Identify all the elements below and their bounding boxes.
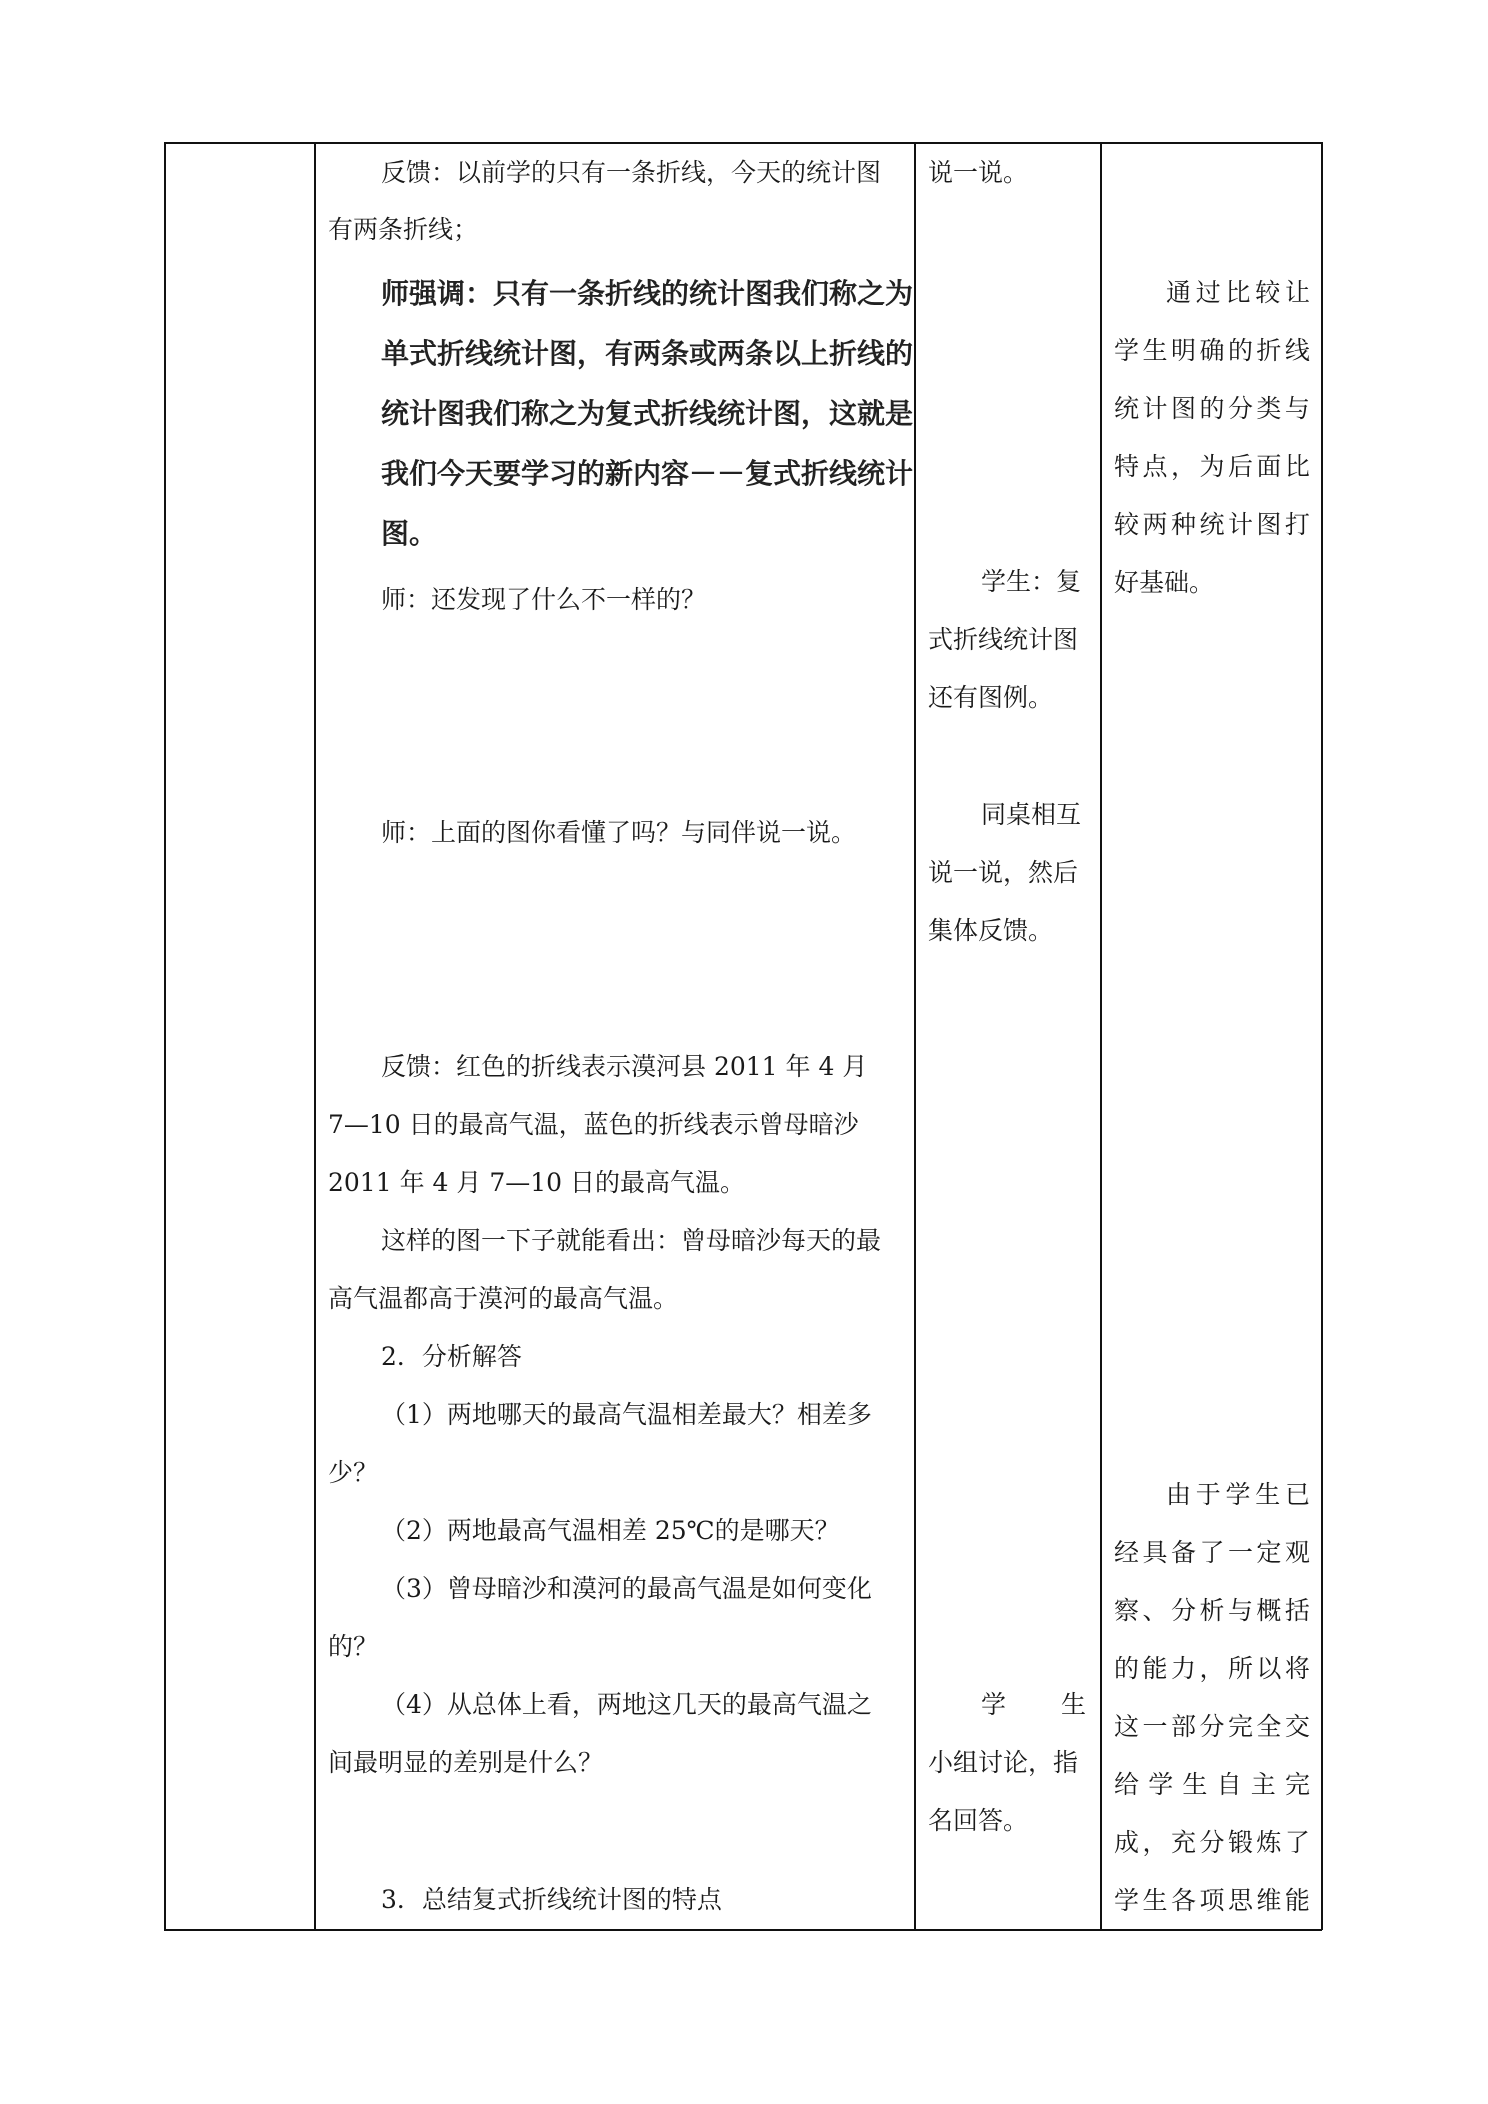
column-divider-1 bbox=[314, 142, 316, 1930]
emphasis-line-1: 师强调：只有一条折线的统计图我们称之为 bbox=[381, 277, 914, 310]
intent-2-line-5: 这 一 部 分 完 全 交 bbox=[1114, 1712, 1310, 1741]
feedback-line-2: 有两条折线； bbox=[328, 215, 479, 244]
intent-2-line-7: 成 ， 充 分 锻 炼 了 bbox=[1114, 1828, 1310, 1857]
table-bottom-border bbox=[164, 1929, 1322, 1931]
observation-line-1: 这样的图一下子就能看出：曾母暗沙每天的最 bbox=[381, 1226, 882, 1255]
student-say: 说一说。 bbox=[928, 158, 1029, 187]
question-3-line-1: （3）曾母暗沙和漠河的最高气温是如何变化 bbox=[381, 1574, 872, 1603]
emphasis-line-3: 统计图我们称之为复式折线统计图，这就是 bbox=[381, 397, 914, 430]
group-discussion-line-2: 小组讨论，指 bbox=[928, 1748, 1079, 1777]
question-3-line-2: 的？ bbox=[328, 1632, 379, 1661]
teacher-question-different: 师：还发现了什么不一样的？ bbox=[381, 585, 707, 614]
intent-2-line-4: 的 能 力 ， 所 以 将 bbox=[1114, 1654, 1310, 1683]
emphasis-line-4: 我们今天要学习的新内容－－复式折线统计 bbox=[381, 457, 914, 490]
intent-1-line-5: 较 两 种 统 计 图 打 bbox=[1114, 510, 1310, 539]
student-answer-line-3: 还有图例。 bbox=[928, 683, 1054, 712]
section-2-heading: 2．分析解答 bbox=[381, 1342, 522, 1371]
student-answer-line-1: 学生：复 bbox=[981, 567, 1082, 596]
group-discussion-line-3: 名回答。 bbox=[928, 1806, 1029, 1835]
intent-1-line-4: 特 点 ， 为 后 面 比 bbox=[1114, 452, 1310, 481]
question-2: （2）两地最高气温相差 25℃的是哪天？ bbox=[381, 1516, 840, 1545]
column-divider-2 bbox=[914, 142, 916, 1930]
deskmate-line-1: 同桌相互 bbox=[981, 800, 1082, 829]
intent-1-line-6: 好基础。 bbox=[1114, 568, 1215, 597]
table-border-left bbox=[164, 142, 166, 1930]
group-discussion-line-1: 学 生 bbox=[981, 1690, 1086, 1719]
emphasis-line-2: 单式折线统计图，有两条或两条以上折线的 bbox=[381, 337, 914, 370]
feedback-2-line-3: 2011 年 4 月 7—10 日的最高气温。 bbox=[328, 1168, 745, 1197]
intent-2-line-1: 由 于 学 生 已 bbox=[1166, 1480, 1310, 1509]
question-1-line-2: 少？ bbox=[328, 1458, 379, 1487]
feedback-2-line-1: 反馈：红色的折线表示漠河县 2011 年 4 月 bbox=[381, 1052, 868, 1081]
intent-2-line-6: 给 学 生 自 主 完 bbox=[1114, 1770, 1310, 1799]
deskmate-line-2: 说一说，然后 bbox=[928, 858, 1079, 887]
table-border-right bbox=[1321, 142, 1323, 1930]
feedback-2-line-2: 7—10 日的最高气温，蓝色的折线表示曾母暗沙 bbox=[328, 1110, 859, 1139]
deskmate-line-3: 集体反馈。 bbox=[928, 916, 1054, 945]
feedback-line-1: 反馈：以前学的只有一条折线，今天的统计图 bbox=[381, 158, 882, 187]
emphasis-line-5: 图。 bbox=[381, 517, 438, 550]
intent-1-line-1: 通 过 比 较 让 bbox=[1166, 278, 1310, 307]
student-answer-line-2: 式折线统计图 bbox=[928, 625, 1079, 654]
question-1-line-1: （1）两地哪天的最高气温相差最大？相差多 bbox=[381, 1400, 872, 1429]
question-4-line-2: 间最明显的差别是什么？ bbox=[328, 1748, 604, 1777]
observation-line-2: 高气温都高于漠河的最高气温。 bbox=[328, 1284, 679, 1313]
intent-2-line-3: 察 、 分 析 与 概 括 bbox=[1114, 1596, 1310, 1625]
intent-2-line-2: 经 具 备 了 一 定 观 bbox=[1114, 1538, 1310, 1567]
column-divider-3 bbox=[1100, 142, 1102, 1930]
teacher-question-understand: 师：上面的图你看懂了吗？与同伴说一说。 bbox=[381, 818, 857, 847]
intent-1-line-2: 学 生 明 确 的 折 线 bbox=[1114, 336, 1310, 365]
section-3-heading: 3．总结复式折线统计图的特点 bbox=[381, 1885, 722, 1914]
intent-1-line-3: 统 计 图 的 分 类 与 bbox=[1114, 394, 1310, 423]
intent-2-line-8: 学 生 各 项 思 维 能 bbox=[1114, 1886, 1310, 1915]
table-top-border bbox=[164, 142, 1322, 144]
question-4-line-1: （4）从总体上看，两地这几天的最高气温之 bbox=[381, 1690, 872, 1719]
